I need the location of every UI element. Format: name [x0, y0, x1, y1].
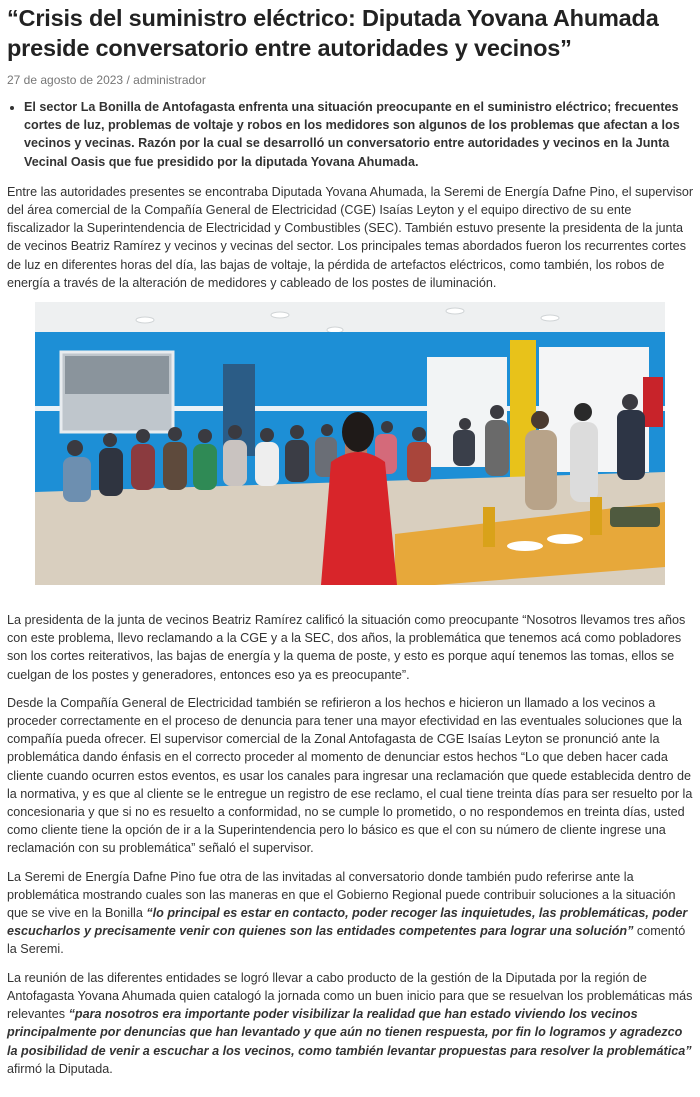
article-meta: [7, 73, 694, 87]
paragraph-5: [7, 969, 694, 1078]
paragraph-5-closing: afirmó la Diputada.: [7, 1061, 113, 1076]
article-title: “Crisis del suministro eléctrico: Diputada Yovana Ahumada preside conversatorio entre autoridades y vecinos”: [7, 5, 659, 61]
paragraph-5-text: La reunión de las diferentes entidades se logró llevar a cabo producto de la gestión de la Diputada por la región de Antofagasta Yovana Ahumada quien catalogó la jornada como un buen inicio para que se resuelvan los problemáticas más relevantes: [7, 970, 693, 1022]
diputada-quote: “para nosotros era importante poder visibilizar la realidad que han estado viviendo los vecinos principalmente por denuncias que han levantado y que aún no tienen respuesta, por fin lo logramos y agradezco la posibilidad de venir a escuchar a los vecinos, como también levantar propuestas para resolver la problemática”: [7, 1007, 692, 1058]
paragraph-4: [7, 868, 694, 959]
paragraph-1: Entre las autoridades presentes se encontraba Diputada Yovana Ahumada, la Seremi de Energía Dafne Pino, el supervisor del área comercial de la Compañía General de Electricidad (CGE) Isaías Leyton y el equipo directivo de su ente fiscalizador la Superintendencia de Electricidad y Combustibles (SEC). También estuvo presente la presidenta de la junta de vecinos Beatriz Ramírez y vecinos y vecinas del sector. Los principales temas abordados fueron los recurrentes cortes de luz en diferentes horas del día, las bajas de voltaje, la pérdida de artefactos eléctricos, como también, los robos de energía a través de la alteración de medidores y cableado de los postes de iluminación.: [7, 184, 694, 290]
paragraph-4-text: La Seremi de Energía Dafne Pino fue otra de las invitadas al conversatorio donde también pudo referirse ante la problemática mostrando cuales son las maneras en que el Gobierno Regional puede contribuir soluciones a la situación que se vive en la Bonilla: [7, 869, 676, 921]
paragraph-2: La presidenta de la junta de vecinos Beatriz Ramírez calificó la situación como preocupante “Nosotros llevamos tres años con este problema, llevo reclamando a la CGE y a la SEC, dos años, la problemática que tenemos acá como pobladores son los cortes reiterativos, las bajas de energía y la quema de poste, y esto es porque aquí tenemos las tomas, ellos se cuelgan de los postes y generadores, entonces eso ya es preocupante”.: [7, 613, 686, 682]
wall-sign: [643, 377, 663, 427]
meeting-photo: [35, 302, 665, 585]
paragraph-4-closing: comentó la Seremi.: [7, 924, 686, 957]
summary-list: [7, 98, 694, 171]
paragraph-3: Desde la Compañía General de Electricidad también se refirieron a los hechos e hicieron un llamado a los vecinos a proceder correctamente en el proceso de denuncia para tener una mayor efectividad en las eventuales soluciones que la compañía pueda ofrecer. El supervisor comercial de la Zonal Antofagasta de CGE Isaías Leyton se pronunció ante la problemática dando énfasis en el correcto proceder al momento de denunciar estos hechos “Lo que deben hacer cada cliente cuando ocurren estos eventos, es usar los canales para ingresar una reclamación que quede establecida dentro de la normativa, y es que al cliente se le entregue un registro de ese reclamo, el cual tiene treinta días para ser resuelto por la concesionaria y que si no es resuelto a conformidad, no se cumple lo prometido, o no respondemos en treinta días, usted como cliente tiene la opción de ir a la Superintendencia pero lo básico es que el con su número de cliente ingrese una reclamación con su problemática” señaló el supervisor.: [7, 695, 693, 856]
author-link[interactable]: administrador: [133, 73, 206, 87]
publish-date[interactable]: 27 de agosto de 2023: [7, 73, 124, 87]
meta-separator: /: [126, 73, 130, 87]
seremi-quote: “lo principal es estar en contacto, poder recoger las inquietudes, las problemáticas, poder escucharlos y precisamente venir con quienes son las entidades competentes para lograr una solución”: [7, 906, 688, 939]
summary-item: • El sector La Bonilla de Antofagasta enfrenta una situación preocupante en el suministro eléctrico; frecuentes cortes de luz, problemas de voltaje y robos en los medidores son algunos de los problemas que afectan a los vecinos y vecinas. Razón por la cual se desarrolló un conversatorio entre autoridades y vecinos en la Junta Vecinal Oasis que fue presidido por la diputada Yovana Ahumada.: [24, 98, 694, 171]
